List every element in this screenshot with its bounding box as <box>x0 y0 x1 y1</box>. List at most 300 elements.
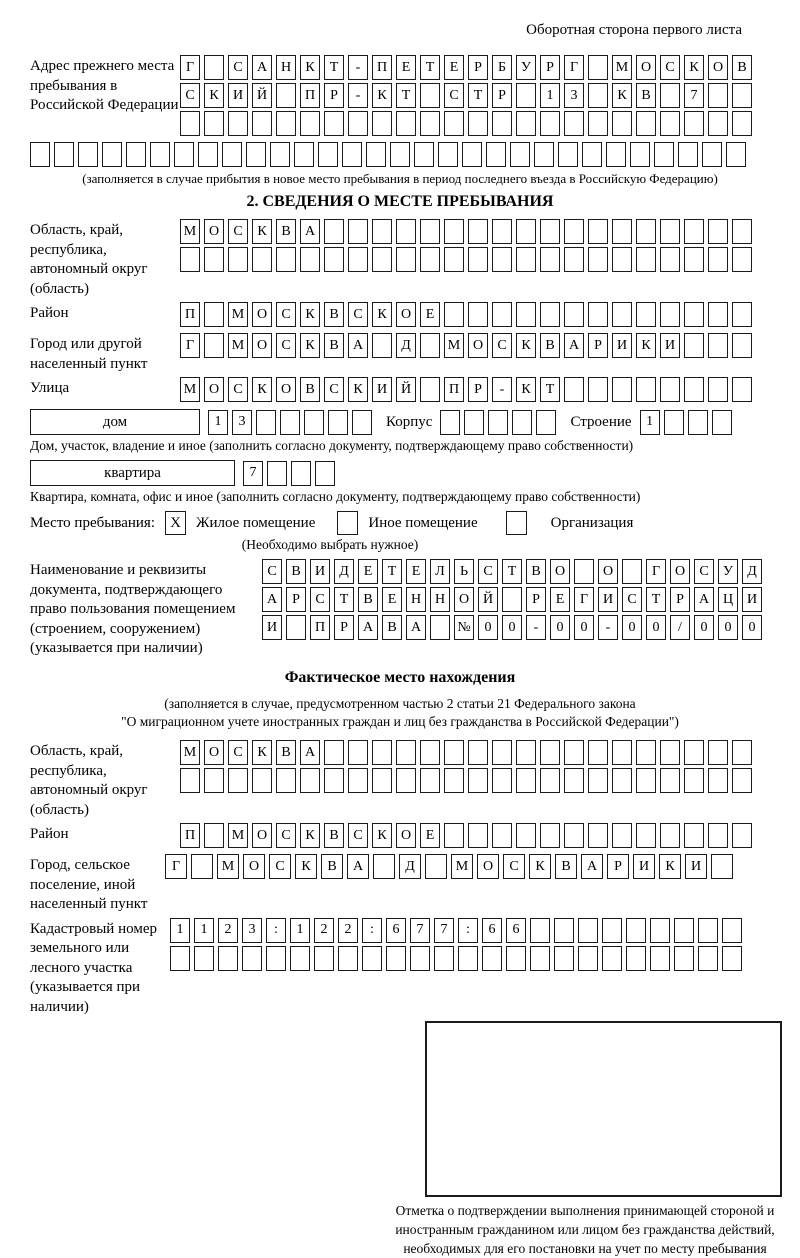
char-cell: 0 <box>622 615 642 640</box>
char-cell <box>588 247 608 272</box>
char-cell <box>540 302 560 327</box>
char-cell: И <box>598 587 618 612</box>
char-cell <box>280 410 300 435</box>
char-cell <box>708 219 728 244</box>
char-cell: С <box>228 377 248 402</box>
char-cell: С <box>228 55 248 80</box>
char-row <box>180 219 770 244</box>
char-cell <box>396 247 416 272</box>
stroenie-cells <box>640 410 732 435</box>
option-organization-label: Организация <box>550 514 634 531</box>
char-cell <box>228 247 248 272</box>
char-cell <box>636 740 656 765</box>
apartment-row <box>30 460 770 486</box>
char-cell: К <box>295 854 317 879</box>
char-cell: Б <box>492 55 512 80</box>
char-cell <box>180 111 200 136</box>
char-cell <box>622 559 642 584</box>
char-cell <box>636 247 656 272</box>
char-cell <box>516 302 536 327</box>
char-cell <box>54 142 74 167</box>
char-cell <box>314 946 334 971</box>
char-cell <box>300 247 320 272</box>
char-cell <box>574 559 594 584</box>
char-cell: Т <box>334 587 354 612</box>
char-cell: : <box>458 918 478 943</box>
street-label: Улица <box>30 380 70 396</box>
char-cell <box>324 740 344 765</box>
char-cell <box>425 854 447 879</box>
cadastre-label: Кадастровый номер земельного или лесного участка (указывается при наличии) <box>30 920 157 1015</box>
char-cell: В <box>732 55 752 80</box>
char-cell <box>684 377 704 402</box>
char-cell: Т <box>382 559 402 584</box>
char-cell <box>732 111 752 136</box>
char-cell <box>464 410 484 435</box>
char-cell <box>684 247 704 272</box>
header-note: Оборотная сторона первого листа <box>526 22 742 38</box>
char-cell <box>708 823 728 848</box>
char-cell <box>414 142 434 167</box>
char-cell <box>204 333 224 358</box>
char-cell <box>664 410 684 435</box>
char-cell <box>564 377 584 402</box>
char-cell <box>324 219 344 244</box>
char-cell <box>588 302 608 327</box>
char-cell <box>702 142 722 167</box>
char-cell: К <box>659 854 681 879</box>
char-cell: Ь <box>454 559 474 584</box>
char-cell: Е <box>420 302 440 327</box>
char-cell: И <box>685 854 707 879</box>
char-cell <box>708 333 728 358</box>
char-cell: Г <box>646 559 666 584</box>
char-cell <box>684 302 704 327</box>
char-cell: М <box>217 854 239 879</box>
char-cell: Й <box>396 377 416 402</box>
actual-location-title: Фактическое место нахождения <box>284 668 516 686</box>
char-cell: О <box>477 854 499 879</box>
char-cell: П <box>180 302 200 327</box>
char-cell: Т <box>502 559 522 584</box>
char-cell <box>228 768 248 793</box>
char-cell: Т <box>646 587 666 612</box>
char-cell: Г <box>180 333 200 358</box>
char-cell <box>440 410 460 435</box>
char-cell <box>468 823 488 848</box>
char-cell: - <box>526 615 546 640</box>
char-cell <box>300 111 320 136</box>
char-cell: 0 <box>646 615 666 640</box>
char-cell: К <box>516 377 536 402</box>
char-cell: 0 <box>694 615 714 640</box>
char-cell: П <box>300 83 320 108</box>
char-cell: С <box>310 587 330 612</box>
char-cell: Е <box>550 587 570 612</box>
char-cell <box>660 247 680 272</box>
char-cell <box>315 461 335 486</box>
actual-location-note-line2: "О миграционном учете иностранных граждан и лиц без гражданства в Российской Федерации") <box>121 714 679 730</box>
char-cell <box>516 823 536 848</box>
char-cell <box>564 823 584 848</box>
actual-region-label: Область, край, республика, автономный округ (область) <box>30 743 148 818</box>
char-cell <box>410 946 430 971</box>
house-row <box>30 409 770 435</box>
stamp-box <box>425 1021 782 1197</box>
char-cell <box>191 854 213 879</box>
char-cell: В <box>324 333 344 358</box>
actual-location-note-line1: (заполняется в случае, предусмотренном частью 2 статьи 21 Федерального закона <box>164 695 636 711</box>
house-type-box: дом <box>30 409 200 435</box>
char-row <box>170 918 770 943</box>
char-cell: Г <box>165 854 187 879</box>
char-cell: А <box>564 333 584 358</box>
city-label: Город или другой населенный пункт <box>30 336 148 372</box>
char-cell: К <box>300 823 320 848</box>
char-cell <box>304 410 324 435</box>
char-cell <box>204 111 224 136</box>
char-cell: Н <box>276 55 296 80</box>
region-field <box>30 219 770 299</box>
char-cell: В <box>324 823 344 848</box>
char-cell: С <box>694 559 714 584</box>
char-cell <box>650 946 670 971</box>
char-row <box>180 768 770 793</box>
char-cell <box>372 740 392 765</box>
korpus-label: Корпус <box>386 413 433 430</box>
char-cell: С <box>660 55 680 80</box>
char-row <box>180 247 770 272</box>
char-row <box>180 377 770 402</box>
char-cell: Т <box>420 55 440 80</box>
char-cell <box>444 111 464 136</box>
char-cell <box>660 740 680 765</box>
char-cell <box>708 111 728 136</box>
char-row <box>180 333 770 358</box>
char-cell: № <box>454 615 474 640</box>
prev-address-rows <box>180 55 770 139</box>
char-cell: И <box>612 333 632 358</box>
char-cell: И <box>372 377 392 402</box>
char-cell <box>438 142 458 167</box>
char-cell: К <box>636 333 656 358</box>
char-cell <box>348 247 368 272</box>
char-cell <box>194 946 214 971</box>
char-cell: С <box>262 559 282 584</box>
char-cell <box>492 219 512 244</box>
char-cell <box>654 142 674 167</box>
char-cell: С <box>276 823 296 848</box>
char-cell: К <box>372 83 392 108</box>
char-cell <box>684 768 704 793</box>
district-field <box>30 302 770 330</box>
char-cell: М <box>180 740 200 765</box>
actual-location-note <box>30 695 770 733</box>
actual-district-field <box>30 823 770 851</box>
char-cell: М <box>612 55 632 80</box>
char-cell: Й <box>252 83 272 108</box>
char-cell <box>482 946 502 971</box>
char-cell <box>732 219 752 244</box>
char-cell <box>430 615 450 640</box>
char-row <box>262 615 770 640</box>
char-cell: М <box>180 219 200 244</box>
char-cell <box>540 111 560 136</box>
char-cell: Н <box>430 587 450 612</box>
char-cell <box>420 740 440 765</box>
char-cell <box>468 768 488 793</box>
char-cell: И <box>633 854 655 879</box>
char-cell: А <box>406 615 426 640</box>
char-cell: О <box>708 55 728 80</box>
char-cell <box>462 142 482 167</box>
char-cell <box>180 768 200 793</box>
char-cell <box>588 83 608 108</box>
char-row <box>180 740 770 765</box>
char-cell: А <box>252 55 272 80</box>
char-cell <box>612 768 632 793</box>
char-cell <box>180 247 200 272</box>
char-cell <box>512 410 532 435</box>
char-cell: И <box>262 615 282 640</box>
char-cell <box>444 823 464 848</box>
char-cell <box>540 740 560 765</box>
char-cell: У <box>516 55 536 80</box>
char-cell: У <box>718 559 738 584</box>
char-cell <box>588 55 608 80</box>
char-cell <box>630 142 650 167</box>
char-cell: Р <box>286 587 306 612</box>
char-cell: 6 <box>506 918 526 943</box>
char-cell <box>468 111 488 136</box>
char-cell <box>204 823 224 848</box>
char-cell <box>396 740 416 765</box>
char-cell: П <box>372 55 392 80</box>
char-cell <box>444 219 464 244</box>
char-cell: 1 <box>290 918 310 943</box>
char-cell: В <box>321 854 343 879</box>
char-cell <box>290 946 310 971</box>
char-cell <box>564 219 584 244</box>
char-cell <box>732 247 752 272</box>
char-cell: С <box>503 854 525 879</box>
char-cell: К <box>348 377 368 402</box>
char-cell <box>444 247 464 272</box>
char-cell <box>516 83 536 108</box>
char-cell: 0 <box>502 615 522 640</box>
char-cell: С <box>622 587 642 612</box>
char-cell <box>126 142 146 167</box>
char-cell: А <box>581 854 603 879</box>
char-cell <box>588 823 608 848</box>
char-cell <box>712 410 732 435</box>
char-cell <box>328 410 348 435</box>
char-cell: В <box>555 854 577 879</box>
char-cell: 0 <box>718 615 738 640</box>
char-row <box>262 559 770 584</box>
char-cell <box>534 142 554 167</box>
char-cell <box>722 918 742 943</box>
char-cell <box>492 111 512 136</box>
char-cell: 2 <box>338 918 358 943</box>
document-label: Наименование и реквизиты документа, подтверждающего право пользования помещением (строением, сооружением) (указывается при наличии) <box>30 562 236 656</box>
char-cell <box>722 946 742 971</box>
char-cell <box>276 768 296 793</box>
char-cell <box>488 410 508 435</box>
char-cell <box>373 854 395 879</box>
char-cell: 1 <box>540 83 560 108</box>
char-cell <box>636 823 656 848</box>
char-cell <box>708 247 728 272</box>
char-cell <box>486 142 506 167</box>
char-cell <box>420 219 440 244</box>
char-cell <box>276 83 296 108</box>
char-cell: : <box>266 918 286 943</box>
char-cell: В <box>276 740 296 765</box>
char-cell: Т <box>396 83 416 108</box>
char-cell <box>396 768 416 793</box>
char-cell: Е <box>444 55 464 80</box>
char-cell: К <box>516 333 536 358</box>
char-cell: О <box>252 333 272 358</box>
char-cell <box>444 302 464 327</box>
char-cell <box>30 142 50 167</box>
char-cell: С <box>492 333 512 358</box>
char-cell <box>684 219 704 244</box>
checkbox-residential <box>165 511 186 535</box>
char-cell: - <box>492 377 512 402</box>
char-cell <box>420 377 440 402</box>
char-cell: / <box>670 615 690 640</box>
house-number-cells <box>208 410 372 435</box>
char-cell: П <box>180 823 200 848</box>
char-cell: С <box>276 333 296 358</box>
city-field <box>30 333 770 374</box>
char-cell: М <box>180 377 200 402</box>
char-cell <box>684 111 704 136</box>
char-cell <box>636 377 656 402</box>
char-cell <box>684 333 704 358</box>
char-cell: С <box>228 219 248 244</box>
char-cell: Д <box>396 333 416 358</box>
char-cell: К <box>204 83 224 108</box>
char-cell: В <box>382 615 402 640</box>
char-cell <box>342 142 362 167</box>
char-cell: М <box>228 823 248 848</box>
char-cell <box>554 918 574 943</box>
char-cell: О <box>550 559 570 584</box>
char-cell: 1 <box>208 410 228 435</box>
char-cell <box>660 111 680 136</box>
char-cell <box>684 823 704 848</box>
char-cell: К <box>300 55 320 80</box>
char-cell <box>420 333 440 358</box>
char-cell <box>348 219 368 244</box>
korpus-cells <box>440 410 556 435</box>
char-cell: К <box>372 823 392 848</box>
char-cell <box>267 461 287 486</box>
char-cell: М <box>228 302 248 327</box>
char-cell: Р <box>334 615 354 640</box>
char-cell: Е <box>406 559 426 584</box>
char-cell: В <box>276 219 296 244</box>
char-cell <box>291 461 311 486</box>
char-cell: О <box>252 823 272 848</box>
char-cell: О <box>204 377 224 402</box>
char-cell: В <box>636 83 656 108</box>
street-field <box>30 377 770 405</box>
checkbox-other-premises <box>337 511 358 535</box>
char-cell <box>510 142 530 167</box>
char-cell: О <box>396 823 416 848</box>
char-cell <box>660 823 680 848</box>
char-cell: К <box>252 219 272 244</box>
char-cell <box>372 247 392 272</box>
char-cell <box>78 142 98 167</box>
char-cell <box>492 740 512 765</box>
prev-address-note: (заполняется в случае прибытия в новое место пребывания в период последнего въезда в Российскую Федерацию) <box>82 171 718 186</box>
char-cell <box>602 918 622 943</box>
char-cell: 6 <box>386 918 406 943</box>
char-cell <box>204 247 224 272</box>
prev-address-field <box>30 55 770 139</box>
char-cell: Р <box>468 55 488 80</box>
char-cell: В <box>300 377 320 402</box>
char-cell: Р <box>588 333 608 358</box>
char-cell <box>348 768 368 793</box>
char-cell <box>732 83 752 108</box>
char-cell: С <box>348 302 368 327</box>
char-cell <box>492 302 512 327</box>
char-cell <box>246 142 266 167</box>
char-cell: Е <box>396 55 416 80</box>
char-cell: Д <box>742 559 762 584</box>
char-cell: Р <box>670 587 690 612</box>
char-cell <box>390 142 410 167</box>
char-cell <box>396 219 416 244</box>
char-cell: 7 <box>434 918 454 943</box>
document-field <box>30 559 770 659</box>
char-cell <box>276 247 296 272</box>
char-cell <box>218 946 238 971</box>
char-cell <box>420 111 440 136</box>
apartment-type-box: квартира <box>30 460 235 486</box>
section2-title: 2. СВЕДЕНИЯ О МЕСТЕ ПРЕБЫВАНИЯ <box>246 193 554 210</box>
char-cell: Р <box>492 83 512 108</box>
char-cell: О <box>204 740 224 765</box>
char-cell: 3 <box>564 83 584 108</box>
char-cell: Д <box>334 559 354 584</box>
char-cell <box>516 740 536 765</box>
char-cell: И <box>660 333 680 358</box>
char-row <box>165 854 770 879</box>
char-cell: А <box>300 740 320 765</box>
char-cell <box>318 142 338 167</box>
char-cell <box>338 946 358 971</box>
char-cell: 1 <box>170 918 190 943</box>
actual-district-label: Район <box>30 826 69 843</box>
char-cell: К <box>529 854 551 879</box>
char-cell <box>708 377 728 402</box>
char-cell <box>578 918 598 943</box>
char-cell: 7 <box>243 461 263 486</box>
char-cell: 6 <box>482 918 502 943</box>
char-cell <box>612 823 632 848</box>
char-cell: 1 <box>640 410 660 435</box>
char-cell: 0 <box>574 615 594 640</box>
char-cell <box>242 946 262 971</box>
char-cell: Н <box>406 587 426 612</box>
